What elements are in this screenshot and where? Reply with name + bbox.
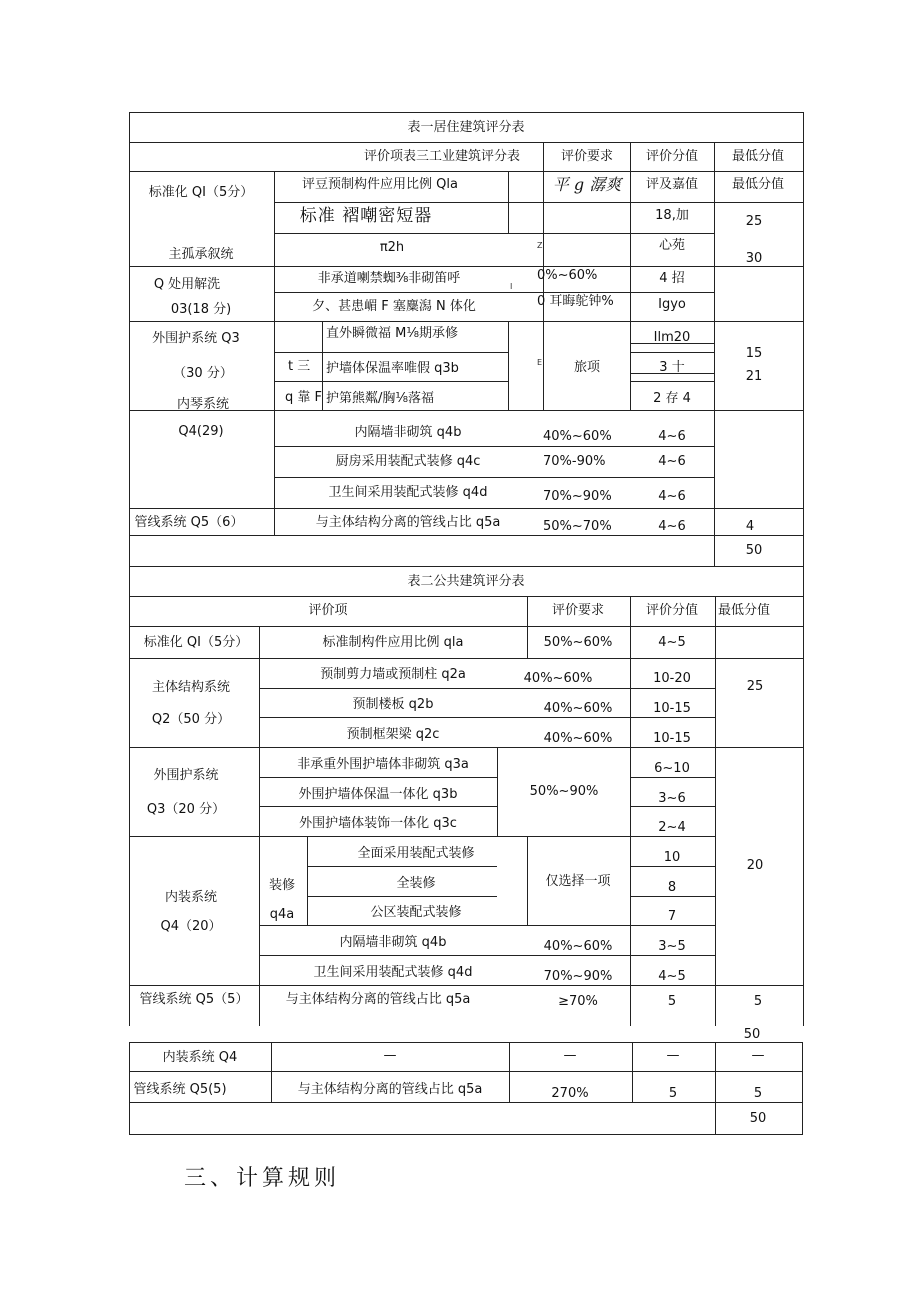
t1-q4-score1: 4~6 [658, 454, 686, 469]
t1-outer-score1: Ilm20 [653, 330, 691, 345]
table2-title: 表二公共建筑评分表 [407, 574, 525, 589]
t2-main-item2: 预制框架梁 q2c [346, 727, 440, 742]
t2-inner-label2: Q4（20） [160, 919, 222, 934]
t2-inner2-score1: 4~5 [658, 969, 686, 984]
t2-outer-score1: 3~6 [658, 791, 686, 806]
t1-outer-label2: （30 分） [173, 366, 233, 381]
t1-q4-score2: 4~6 [658, 489, 686, 504]
t2-pipe-req: ≥70% [558, 994, 598, 1009]
t1-std2-item: 标准 褶嘲密短器 [299, 206, 433, 226]
table1-title: 表一居住建筑评分表 [407, 120, 525, 135]
t1-main-label: 主孤承叙统 [168, 247, 234, 262]
t2-inner2-item1: 卫生间采用装配式装修 q4d [313, 965, 473, 980]
t2-outer-label1: 外围护系统 [153, 768, 219, 783]
t2-inner-score0: 10 [663, 850, 681, 865]
t2-main-item1: 预制楼板 q2b [352, 697, 434, 712]
t3-inner-label: 内装系统 Q4 [162, 1050, 238, 1065]
t2-main-score0: 10-20 [653, 671, 691, 686]
t1-q-mark1: I [510, 282, 513, 291]
t2-inner-label1: 内装系统 [164, 890, 218, 905]
t2-main-req2: 40%~60% [543, 731, 613, 746]
t2-pipe-item: 与主体结构分离的管线占比 q5a [285, 992, 471, 1007]
t1-std-req: 平 g 潺爽 [552, 175, 622, 194]
t2-outer-item2: 外围护墙体装饰一体化 q3c [299, 816, 457, 831]
t1-q-label1: Q 处用解洗 [153, 277, 221, 292]
t2-std-score: 4~5 [658, 635, 686, 650]
t2-inner2-req0: 40%~60% [543, 939, 613, 954]
t1-q4-req2: 70%~90% [543, 489, 612, 504]
t2-std-item: 标准制构件应用比例 qla [322, 635, 464, 650]
t1-main-mark: Z [537, 241, 543, 250]
t3-dash-1: — [563, 1048, 577, 1063]
table1-header-req: 评价要求 [560, 149, 614, 164]
t2-header-min: 最低分值 [717, 603, 771, 618]
t3-total: 50 [749, 1111, 767, 1126]
t2-inner-min: 20 [746, 858, 764, 873]
t3-pipe-min: 5 [753, 1086, 763, 1101]
t1-outer-sub1: t 三 [288, 359, 311, 374]
t2-total: 50 [743, 1027, 761, 1042]
t2-header-score: 评价分值 [645, 603, 699, 618]
table1-header-score: 评价分值 [645, 149, 699, 164]
t2-main-item0: 预制剪力墙或预制柱 q2a [320, 667, 466, 682]
t1-std-item: 评豆预制构件应用比例 Qla [302, 177, 458, 192]
t2-outer-score2: 2~4 [658, 820, 686, 835]
t2-inner-score2: 7 [667, 909, 677, 924]
t2-std-req: 50%~60% [543, 635, 613, 650]
t1-q4-label: Q4(29) [178, 424, 224, 439]
t2-pipe-min: 5 [753, 994, 763, 1009]
t2-main-label1: 主体结构系统 [151, 680, 231, 695]
t2-outer-score0: 6~10 [654, 761, 690, 776]
t1-std-label: 标准化 QI（5分） [148, 185, 254, 200]
t2-main-req1: 40%~60% [543, 701, 613, 716]
t1-outer-req: 旅项 [573, 360, 601, 375]
t2-main-score2: 10-15 [653, 731, 691, 746]
t3-pipe-score: 5 [668, 1086, 678, 1101]
t3-pipe-label: 管线系统 Q5(5) [133, 1082, 227, 1097]
t1-pipe-req: 50%~70% [543, 519, 612, 534]
t1-pipe-score: 4~6 [658, 519, 686, 534]
t1-q-req2: 0 耳晦鸵钟% [537, 294, 614, 309]
t1-q4-req1: 70%-90% [543, 454, 606, 469]
t2-outer-item0: 非承重外围护墙体非砌筑 q3a [297, 757, 469, 772]
t1-q-label2: 03(18 分) [170, 302, 232, 317]
t2-inner-sub1: 装修 [268, 878, 296, 893]
t1-outer-item2: 护墙体保温率唯假 q3b [326, 361, 459, 376]
t1-q4-item2: 卫生间采用装配式装修 q4d [328, 485, 488, 500]
t1-outer-item1: 直外瞬微福 M⅛期承修 [326, 326, 458, 341]
t2-std-label: 标准化 QI（5分） [143, 635, 249, 650]
t1-std2-min: 25 [745, 214, 763, 229]
t1-q-item2: 夕、甚患嵋 F 塞麋潟 N 体化 [312, 299, 476, 314]
t2-main-req0: 40%~60% [523, 671, 593, 686]
t2-main-score1: 10-15 [653, 701, 691, 716]
t1-q-req1: 0%~60% [537, 268, 598, 283]
t1-q4-item1: 厨房采用装配式装修 q4c [335, 454, 481, 469]
t1-q4-req0: 40%~60% [543, 429, 612, 444]
t2-outer-req: 50%~90% [529, 784, 599, 799]
t1-std2-score: 18,加 [655, 208, 689, 223]
t1-std-score: 评及嘉值 [645, 177, 699, 192]
t3-pipe-req: 270% [551, 1086, 589, 1101]
t2-inner-req: 仅选择一项 [545, 874, 611, 889]
t3-pipe-item: 与主体结构分离的管线占比 q5a [297, 1082, 483, 1097]
t2-header-req: 评价要求 [551, 603, 605, 618]
t1-outer-score2: 3 十 [659, 360, 685, 375]
t2-inner2-item0: 内隔墙非砌筑 q4b [339, 935, 447, 950]
t2-header-item: 评价项 [308, 603, 348, 618]
t1-q4-score0: 4~6 [658, 429, 686, 444]
t2-outer-item1: 外围护墙体保温一体化 q3b [298, 787, 458, 802]
t2-inner2-score0: 3~5 [658, 939, 686, 954]
t2-inner-item0: 全面采用装配式装修 [357, 846, 475, 861]
t1-outer-min1: 15 [745, 346, 763, 361]
t3-dash-0: — [383, 1048, 397, 1063]
t1-outer-label1: 外围护系统 Q3 [152, 331, 240, 346]
t1-pipe-min: 4 [745, 519, 755, 534]
t1-outer-score3: 2 存 4 [653, 391, 691, 406]
table1-overlay-header: 评价项表三工业建筑评分表 [364, 149, 521, 164]
t2-main-min: 25 [746, 679, 764, 694]
t1-main-score: 心苑 [658, 238, 686, 253]
t1-q-score1: 4 招 [659, 271, 685, 286]
t1-outer-label3: 内琴系统 [176, 397, 230, 412]
t1-outer-min2: 21 [745, 369, 763, 384]
t3-dash-3: — [751, 1048, 765, 1063]
t1-q-item1: 非承道喇禁蜘⅜非砌笛呼 [317, 271, 461, 286]
section-heading: 三、计算规则 [184, 1166, 341, 1191]
t2-pipe-label: 管线系统 Q5（5） [139, 992, 249, 1007]
t1-outer-item3: 护第熊粼/胸⅛落福 [326, 391, 434, 406]
t1-pipe-item: 与主体结构分离的管线占比 q5a [315, 515, 501, 530]
t2-inner-sub2: q4a [269, 907, 295, 922]
table1-header-min: 最低分值 [731, 149, 785, 164]
t1-q4-item0: 内隔墙非砌筑 q4b [354, 425, 462, 440]
t2-inner-item1: 全装修 [396, 876, 436, 891]
t1-main-item: π2h [379, 240, 405, 255]
t1-q-score2: Igyo [658, 297, 686, 312]
t1-total: 50 [745, 543, 763, 558]
t1-pipe-label: 管线系统 Q5（6） [134, 515, 244, 530]
t2-inner-score1: 8 [667, 880, 677, 895]
t1-outer-mark: E [537, 358, 543, 367]
t1-main-min: 30 [745, 251, 763, 266]
t2-outer-label2: Q3（20 分） [146, 802, 226, 817]
t2-inner-item2: 公区装配式装修 [370, 905, 462, 920]
t2-inner2-req1: 70%~90% [543, 969, 613, 984]
t2-pipe-score: 5 [667, 994, 677, 1009]
t2-main-label2: Q2（50 分） [151, 712, 231, 727]
t1-std-min: 最低分值 [731, 177, 785, 192]
t1-outer-sub2: q 靠 F [285, 390, 322, 405]
t3-dash-2: — [666, 1048, 680, 1063]
